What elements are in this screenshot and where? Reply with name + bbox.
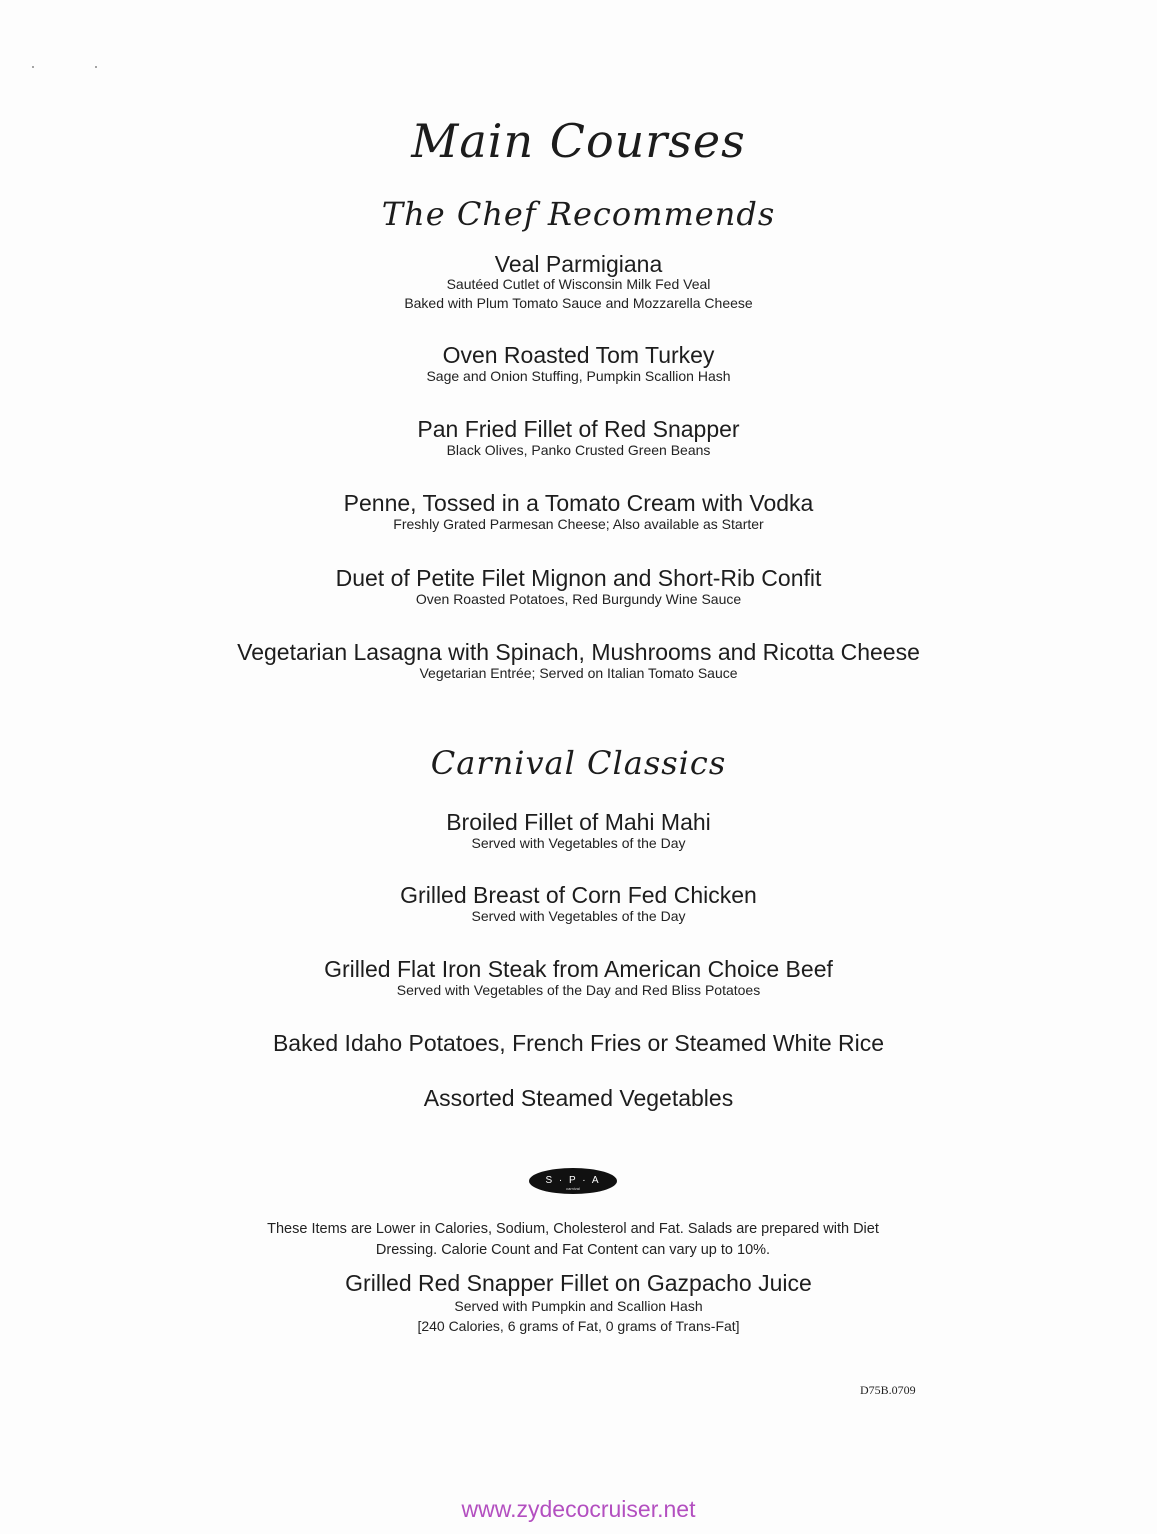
menu-item-name: Grilled Flat Iron Steak from American Choice Beef (324, 956, 833, 982)
menu-item-desc: Baked with Plum Tomato Sauce and Mozzarella Cheese (404, 295, 753, 311)
watermark: www.zydecocruiser.net (461, 1496, 696, 1522)
menu-item-desc: Black Olives, Panko Crusted Green Beans (446, 442, 711, 458)
menu-item-desc: Served with Vegetables of the Day and Red Bliss Potatoes (396, 982, 761, 998)
menu-item-desc: Served with Pumpkin and Scallion Hash (454, 1298, 703, 1314)
spa-logo-graphic (533, 1170, 613, 1192)
menu-item-name: Baked Idaho Potatoes, French Fries or Steamed White Rice (272, 1030, 885, 1056)
menu-item-desc: Sage and Onion Stuffing, Pumpkin Scallion Hash (426, 368, 731, 384)
section-heading-carnival-classics: Carnival Classics (430, 744, 727, 782)
spa-note: These Items are Lower in Calories, Sodium, Cholesterol and Fat. Salads are prepared with Diet Dressing. Calorie Count and Fat Content can vary up to 10%. (267, 1221, 879, 1258)
menu-item-name: Veal Parmigiana (494, 251, 663, 277)
menu-item-name: Pan Fried Fillet of Red Snapper (417, 416, 740, 442)
scan-speck (32, 66, 34, 68)
spa-logo-subtext: carnival (566, 1186, 580, 1191)
menu-item-name: Duet of Petite Filet Mignon and Short-Rib Confit (335, 565, 822, 591)
section-heading-chef-recommends: The Chef Recommends (381, 195, 776, 233)
menu-item-desc: [240 Calories, 6 grams of Fat, 0 grams of Trans-Fat] (417, 1318, 740, 1334)
menu-item-name: Penne, Tossed in a Tomato Cream with Vodka (343, 490, 814, 516)
page-title: Main Courses (411, 114, 746, 168)
menu-item-name: Vegetarian Lasagna with Spinach, Mushrooms and Ricotta Cheese (237, 639, 920, 665)
menu-item-name: Grilled Breast of Corn Fed Chicken (400, 882, 757, 908)
menu-item-name: Assorted Steamed Vegetables (423, 1085, 734, 1111)
menu-item-desc: Sautéed Cutlet of Wisconsin Milk Fed Veal (446, 276, 711, 292)
menu-item-desc: Served with Vegetables of the Day (471, 908, 686, 924)
spa-logo (529, 1168, 617, 1194)
menu-item-name: Grilled Red Snapper Fillet on Gazpacho Juice (345, 1270, 812, 1296)
spa-logo-text: S · P · A (545, 1175, 601, 1186)
menu-reference-code: D75B.0709 (860, 1383, 916, 1397)
menu-item-name: Oven Roasted Tom Turkey (442, 342, 715, 368)
scan-speck (95, 66, 97, 68)
menu-item-desc: Oven Roasted Potatoes, Red Burgundy Wine Sauce (415, 591, 742, 607)
menu-item-desc: Vegetarian Entrée; Served on Italian Tomato Sauce (419, 665, 738, 681)
menu-item-name: Broiled Fillet of Mahi Mahi (446, 809, 711, 835)
menu-item-desc: Served with Vegetables of the Day (471, 835, 686, 851)
menu-item-desc: Freshly Grated Parmesan Cheese; Also available as Starter (393, 516, 764, 532)
